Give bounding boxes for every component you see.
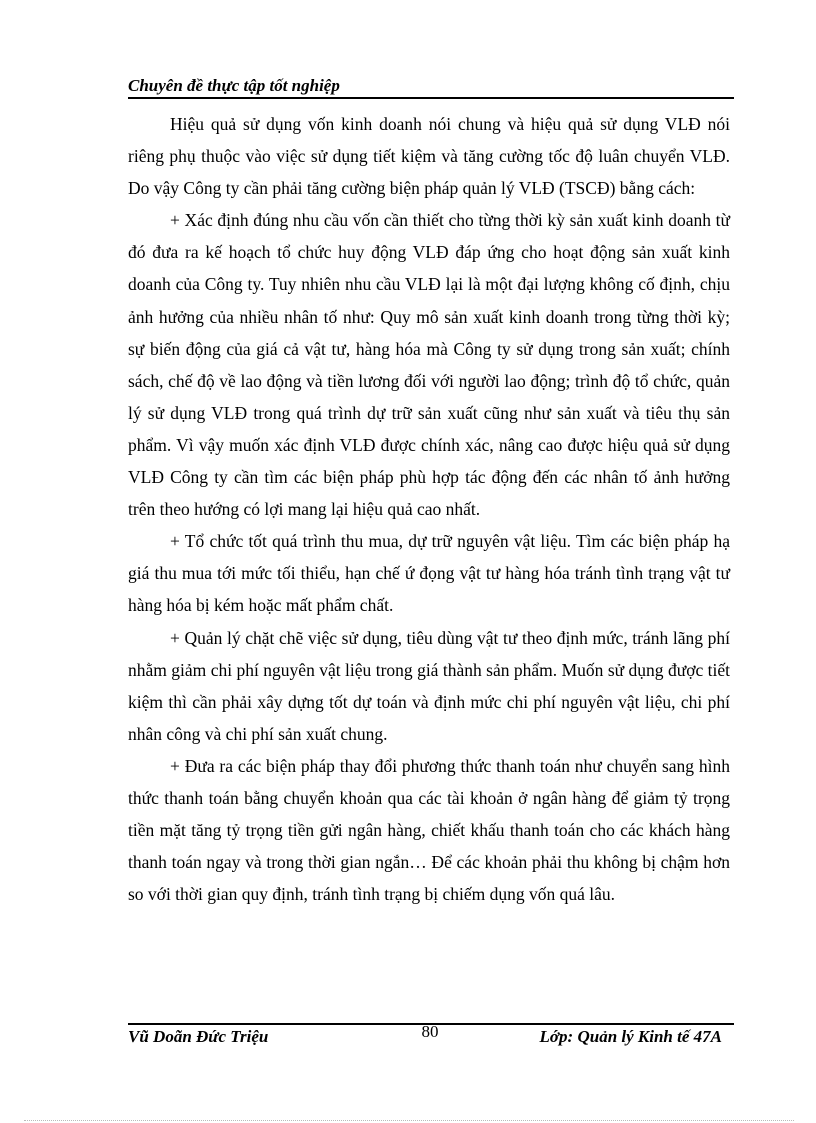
paragraph-intro: Hiệu quả sử dụng vốn kinh doanh nói chung và hiệu quả sử dụng VLĐ nói riêng phụ thuộc vào việc sử dụng tiết kiệm và tăng cường tốc độ luân chuyển VLĐ. Do vậy Công ty cần phải tăng cường biện pháp quản lý VLĐ (TSCĐ) bằng cách: [128, 114, 730, 199]
paragraph-determine-capital-needs: + Xác định đúng nhu cầu vốn cần thiết cho từng thời kỳ sản xuất kinh doanh từ đó đưa ra kế hoạch tổ chức huy động VLĐ đáp ứng cho hoạt động sản xuất kinh doanh của Công ty. Tuy nhiên nhu cầu VLĐ lại là một đại lượng không cố định, chịu ảnh hưởng của nhiều nhân tố như: Quy mô sản xuất kinh doanh trong từng thời kỳ; sự biến động của giá cả vật tư, hàng hóa mà Công ty sử dụng trong sản xuất; chính sách, chế độ về lao động và tiền lương đối với người lao động; trình độ tổ chức, quản lý sử dụng VLĐ trong quá trình dự trữ sản xuất cũng như sản xuất và tiêu thụ sản phẩm. Vì vậy muốn xác định VLĐ được chính xác, nâng cao được hiệu quả sử dụng VLĐ Công ty cần tìm các biện pháp phù hợp tác động đến các nhân tố ảnh hưởng trên theo hướng có lợi mang lại hiệu quả cao nhất. [128, 210, 730, 520]
paragraph-material-usage: + Quản lý chặt chẽ việc sử dụng, tiêu dùng vật tư theo định mức, tránh lãng phí nhằm giảm chi phí nguyên vật liệu trong giá thành sản phẩm. Muốn sử dụng được tiết kiệm thì cần phải xây dựng tốt dự toán và định mức chi phí nguyên vật liệu, chi phí nhân công và chi phí sản xuất chung. [128, 627, 730, 744]
footer-page-number: 80 [421, 1022, 439, 1041]
page-bottom-edge [24, 1120, 794, 1121]
paragraph-payment-methods: + Đưa ra các biện pháp thay đổi phương thức thanh toán như chuyển sang hình thức thanh toán bằng chuyển khoản qua các tài khoản ở ngân hàng để giảm tỷ trọng tiền mặt tăng tỷ trọng tiền gửi ngân hàng, chiết khấu thanh toán cho các khách hàng thanh toán ngay và trong thời gian ngắn… Để các khoản phải thu không bị chậm hơn so với thời gian quy định, tránh tình trạng bị chiếm dụng vốn quá lâu. [128, 755, 730, 905]
paragraph-purchasing-storage: + Tổ chức tốt quá trình thu mua, dự trữ nguyên vật liệu. Tìm các biện pháp hạ giá thu mua tới mức tối thiểu, hạn chế ứ đọng vật tư hàng hóa tránh tình trạng vật tư hàng hóa bị kém hoặc mất phẩm chất. [128, 531, 730, 616]
header-divider [128, 97, 734, 99]
page-header-title: Chuyên đề thực tập tốt nghiệp [128, 76, 340, 95]
document-body [128, 108, 730, 910]
footer-author: Vũ Doãn Đức Triệu [128, 1027, 269, 1046]
footer-class-label: Lớp: Quản lý Kinh tế 47A [539, 1027, 722, 1046]
